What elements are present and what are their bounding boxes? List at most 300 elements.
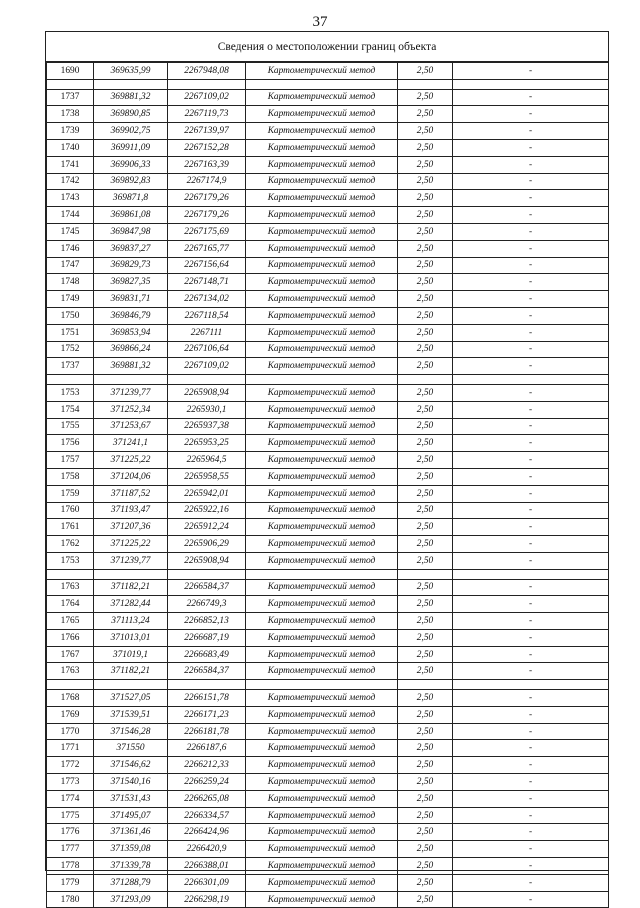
accuracy-cell: 2,50 — [398, 757, 453, 774]
method-cell: Картометрический метод — [246, 223, 398, 240]
y-coordinate-cell: 2266301,09 — [168, 874, 246, 891]
method-cell: Картометрический метод — [246, 519, 398, 536]
method-cell: Картометрический метод — [246, 274, 398, 291]
y-coordinate-cell: 2266687,19 — [168, 629, 246, 646]
point-number-cell: 1777 — [47, 841, 94, 858]
accuracy-cell: 2,50 — [398, 207, 453, 224]
method-cell: Картометрический метод — [246, 358, 398, 375]
y-coordinate-cell: 2267119,73 — [168, 106, 246, 123]
y-coordinate-cell: 2267165,77 — [168, 240, 246, 257]
method-cell: Картометрический метод — [246, 418, 398, 435]
point-number-cell: 1767 — [47, 646, 94, 663]
description-cell: - — [453, 173, 609, 190]
description-cell: - — [453, 824, 609, 841]
point-number-cell: 1751 — [47, 324, 94, 341]
x-coordinate-cell: 369892,83 — [94, 173, 168, 190]
point-number-cell: 1765 — [47, 613, 94, 630]
method-cell: Картометрический метод — [246, 536, 398, 553]
x-coordinate-cell: 369906,33 — [94, 156, 168, 173]
description-cell: - — [453, 139, 609, 156]
method-cell: Картометрический метод — [246, 468, 398, 485]
x-coordinate-cell: 369853,94 — [94, 324, 168, 341]
separator-cell — [94, 569, 168, 579]
point-number-cell: 1740 — [47, 139, 94, 156]
table-row — [47, 579, 609, 596]
accuracy-cell: 2,50 — [398, 274, 453, 291]
x-coordinate-cell: 371527,05 — [94, 690, 168, 707]
accuracy-cell: 2,50 — [398, 139, 453, 156]
accuracy-cell: 2,50 — [398, 435, 453, 452]
table-row — [47, 173, 609, 190]
accuracy-cell: 2,50 — [398, 723, 453, 740]
table-row — [47, 519, 609, 536]
table-row — [47, 257, 609, 274]
point-number-cell: 1769 — [47, 706, 94, 723]
method-cell: Картометрический метод — [246, 485, 398, 502]
y-coordinate-cell: 2266181,78 — [168, 723, 246, 740]
x-coordinate-cell: 371550 — [94, 740, 168, 757]
x-coordinate-cell: 371361,46 — [94, 824, 168, 841]
point-number-cell: 1763 — [47, 579, 94, 596]
point-number-cell: 1780 — [47, 891, 94, 908]
x-coordinate-cell: 369866,24 — [94, 341, 168, 358]
y-coordinate-cell: 2267163,39 — [168, 156, 246, 173]
table-row — [47, 613, 609, 630]
table-row — [47, 807, 609, 824]
table-row — [47, 858, 609, 875]
x-coordinate-cell: 369635,99 — [94, 63, 168, 80]
description-cell: - — [453, 740, 609, 757]
x-coordinate-cell: 371239,77 — [94, 552, 168, 569]
description-cell: - — [453, 291, 609, 308]
accuracy-cell: 2,50 — [398, 190, 453, 207]
accuracy-cell: 2,50 — [398, 223, 453, 240]
description-cell: - — [453, 807, 609, 824]
table-row — [47, 223, 609, 240]
table-row — [47, 706, 609, 723]
point-number-cell: 1762 — [47, 536, 94, 553]
method-cell: Картометрический метод — [246, 596, 398, 613]
table-row — [47, 485, 609, 502]
method-cell: Картометрический метод — [246, 629, 398, 646]
x-coordinate-cell: 371207,36 — [94, 519, 168, 536]
accuracy-cell: 2,50 — [398, 706, 453, 723]
table-row — [47, 384, 609, 401]
description-cell: - — [453, 502, 609, 519]
point-number-cell: 1738 — [47, 106, 94, 123]
point-number-cell: 1745 — [47, 223, 94, 240]
method-cell: Картометрический метод — [246, 173, 398, 190]
point-number-cell: 1742 — [47, 173, 94, 190]
accuracy-cell: 2,50 — [398, 629, 453, 646]
x-coordinate-cell: 369861,08 — [94, 207, 168, 224]
method-cell: Картометрический метод — [246, 690, 398, 707]
x-coordinate-cell: 369829,73 — [94, 257, 168, 274]
accuracy-cell: 2,50 — [398, 384, 453, 401]
x-coordinate-cell: 371288,79 — [94, 874, 168, 891]
y-coordinate-cell: 2267106,64 — [168, 341, 246, 358]
table-row — [47, 324, 609, 341]
table-row — [47, 690, 609, 707]
table-row — [47, 536, 609, 553]
method-cell: Картометрический метод — [246, 740, 398, 757]
table-row — [47, 891, 609, 908]
separator-cell — [453, 680, 609, 690]
x-coordinate-cell: 371019,1 — [94, 646, 168, 663]
table-row — [47, 156, 609, 173]
boundary-points-table — [46, 62, 609, 908]
table-row — [47, 240, 609, 257]
description-cell: - — [453, 757, 609, 774]
method-cell: Картометрический метод — [246, 291, 398, 308]
point-number-cell: 1753 — [47, 384, 94, 401]
separator-cell — [94, 375, 168, 385]
point-number-cell: 1752 — [47, 341, 94, 358]
method-cell: Картометрический метод — [246, 891, 398, 908]
table-row — [47, 874, 609, 891]
table-row — [47, 207, 609, 224]
description-cell: - — [453, 790, 609, 807]
separator-cell — [246, 680, 398, 690]
separator-cell — [47, 680, 94, 690]
table-row — [47, 106, 609, 123]
description-cell: - — [453, 723, 609, 740]
method-cell: Картометрический метод — [246, 139, 398, 156]
x-coordinate-cell: 371539,51 — [94, 706, 168, 723]
y-coordinate-cell: 2266584,37 — [168, 579, 246, 596]
description-cell: - — [453, 629, 609, 646]
document-table-frame — [45, 31, 609, 905]
accuracy-cell: 2,50 — [398, 401, 453, 418]
y-coordinate-cell: 2266212,33 — [168, 757, 246, 774]
description-cell: - — [453, 207, 609, 224]
x-coordinate-cell: 369847,98 — [94, 223, 168, 240]
y-coordinate-cell: 2266334,57 — [168, 807, 246, 824]
point-number-cell: 1758 — [47, 468, 94, 485]
point-number-cell: 1759 — [47, 485, 94, 502]
description-cell: - — [453, 579, 609, 596]
y-coordinate-cell: 2267179,26 — [168, 190, 246, 207]
accuracy-cell: 2,50 — [398, 468, 453, 485]
y-coordinate-cell: 2266584,37 — [168, 663, 246, 680]
block-separator — [47, 569, 609, 579]
table-row — [47, 841, 609, 858]
table-row — [47, 452, 609, 469]
method-cell: Картометрический метод — [246, 824, 398, 841]
point-number-cell: 1766 — [47, 629, 94, 646]
y-coordinate-cell: 2265958,55 — [168, 468, 246, 485]
method-cell: Картометрический метод — [246, 435, 398, 452]
y-coordinate-cell: 2266265,08 — [168, 790, 246, 807]
table-row — [47, 358, 609, 375]
y-coordinate-cell: 2267156,64 — [168, 257, 246, 274]
method-cell: Картометрический метод — [246, 552, 398, 569]
method-cell: Картометрический метод — [246, 874, 398, 891]
accuracy-cell: 2,50 — [398, 291, 453, 308]
accuracy-cell: 2,50 — [398, 613, 453, 630]
method-cell: Картометрический метод — [246, 790, 398, 807]
description-cell: - — [453, 613, 609, 630]
accuracy-cell: 2,50 — [398, 536, 453, 553]
method-cell: Картометрический метод — [246, 240, 398, 257]
y-coordinate-cell: 2267152,28 — [168, 139, 246, 156]
description-cell: - — [453, 646, 609, 663]
x-coordinate-cell: 371252,34 — [94, 401, 168, 418]
y-coordinate-cell: 2267179,26 — [168, 207, 246, 224]
y-coordinate-cell: 2267134,02 — [168, 291, 246, 308]
description-cell: - — [453, 401, 609, 418]
x-coordinate-cell: 371204,06 — [94, 468, 168, 485]
y-coordinate-cell: 2267948,08 — [168, 63, 246, 80]
y-coordinate-cell: 2265908,94 — [168, 384, 246, 401]
table-row — [47, 723, 609, 740]
separator-cell — [47, 569, 94, 579]
description-cell: - — [453, 874, 609, 891]
x-coordinate-cell: 371182,21 — [94, 663, 168, 680]
description-cell: - — [453, 891, 609, 908]
block-separator — [47, 79, 609, 89]
point-number-cell: 1778 — [47, 858, 94, 875]
description-cell: - — [453, 123, 609, 140]
method-cell: Картометрический метод — [246, 774, 398, 791]
x-coordinate-cell: 371193,47 — [94, 502, 168, 519]
accuracy-cell: 2,50 — [398, 173, 453, 190]
method-cell: Картометрический метод — [246, 757, 398, 774]
x-coordinate-cell: 369890,85 — [94, 106, 168, 123]
y-coordinate-cell: 2265908,94 — [168, 552, 246, 569]
y-coordinate-cell: 2265964,5 — [168, 452, 246, 469]
table-row — [47, 757, 609, 774]
x-coordinate-cell: 369871,8 — [94, 190, 168, 207]
separator-cell — [398, 375, 453, 385]
y-coordinate-cell: 2265930,1 — [168, 401, 246, 418]
description-cell: - — [453, 663, 609, 680]
table-row — [47, 89, 609, 106]
y-coordinate-cell: 2266749,3 — [168, 596, 246, 613]
separator-cell — [246, 569, 398, 579]
method-cell: Картометрический метод — [246, 579, 398, 596]
separator-cell — [47, 375, 94, 385]
accuracy-cell: 2,50 — [398, 596, 453, 613]
separator-cell — [398, 680, 453, 690]
method-cell: Картометрический метод — [246, 123, 398, 140]
table-row — [47, 63, 609, 80]
x-coordinate-cell: 371013,01 — [94, 629, 168, 646]
method-cell: Картометрический метод — [246, 89, 398, 106]
x-coordinate-cell: 371531,43 — [94, 790, 168, 807]
description-cell: - — [453, 536, 609, 553]
accuracy-cell: 2,50 — [398, 156, 453, 173]
accuracy-cell: 2,50 — [398, 663, 453, 680]
y-coordinate-cell: 2267174,9 — [168, 173, 246, 190]
point-number-cell: 1737 — [47, 89, 94, 106]
point-number-cell: 1771 — [47, 740, 94, 757]
table-row — [47, 190, 609, 207]
point-number-cell: 1753 — [47, 552, 94, 569]
table-row — [47, 596, 609, 613]
accuracy-cell: 2,50 — [398, 519, 453, 536]
point-number-cell: 1779 — [47, 874, 94, 891]
x-coordinate-cell: 371293,09 — [94, 891, 168, 908]
method-cell: Картометрический метод — [246, 706, 398, 723]
method-cell: Картометрический метод — [246, 452, 398, 469]
accuracy-cell: 2,50 — [398, 123, 453, 140]
description-cell: - — [453, 307, 609, 324]
y-coordinate-cell: 2266187,6 — [168, 740, 246, 757]
description-cell: - — [453, 324, 609, 341]
method-cell: Картометрический метод — [246, 190, 398, 207]
method-cell: Картометрический метод — [246, 307, 398, 324]
table-row — [47, 341, 609, 358]
x-coordinate-cell: 369827,35 — [94, 274, 168, 291]
y-coordinate-cell: 2266420,9 — [168, 841, 246, 858]
method-cell: Картометрический метод — [246, 723, 398, 740]
x-coordinate-cell: 371282,44 — [94, 596, 168, 613]
description-cell: - — [453, 240, 609, 257]
separator-cell — [246, 375, 398, 385]
point-number-cell: 1773 — [47, 774, 94, 791]
description-cell: - — [453, 341, 609, 358]
accuracy-cell: 2,50 — [398, 106, 453, 123]
description-cell: - — [453, 596, 609, 613]
table-row — [47, 646, 609, 663]
method-cell: Картометрический метод — [246, 646, 398, 663]
table-row — [47, 274, 609, 291]
x-coordinate-cell: 369902,75 — [94, 123, 168, 140]
point-number-cell: 1772 — [47, 757, 94, 774]
separator-cell — [94, 79, 168, 89]
point-number-cell: 1756 — [47, 435, 94, 452]
separator-cell — [246, 79, 398, 89]
accuracy-cell: 2,50 — [398, 240, 453, 257]
accuracy-cell: 2,50 — [398, 579, 453, 596]
point-number-cell: 1746 — [47, 240, 94, 257]
table-row — [47, 435, 609, 452]
y-coordinate-cell: 2266171,23 — [168, 706, 246, 723]
point-number-cell: 1749 — [47, 291, 94, 308]
table-row — [47, 629, 609, 646]
table-row — [47, 401, 609, 418]
method-cell: Картометрический метод — [246, 257, 398, 274]
accuracy-cell: 2,50 — [398, 646, 453, 663]
y-coordinate-cell: 2267118,54 — [168, 307, 246, 324]
table-row — [47, 824, 609, 841]
separator-cell — [168, 680, 246, 690]
accuracy-cell: 2,50 — [398, 874, 453, 891]
x-coordinate-cell: 371359,08 — [94, 841, 168, 858]
y-coordinate-cell: 2266852,13 — [168, 613, 246, 630]
accuracy-cell: 2,50 — [398, 790, 453, 807]
y-coordinate-cell: 2265953,25 — [168, 435, 246, 452]
method-cell: Картометрический метод — [246, 502, 398, 519]
table-row — [47, 663, 609, 680]
x-coordinate-cell: 369911,09 — [94, 139, 168, 156]
point-number-cell: 1764 — [47, 596, 94, 613]
y-coordinate-cell: 2265922,16 — [168, 502, 246, 519]
table-row — [47, 291, 609, 308]
point-number-cell: 1775 — [47, 807, 94, 824]
description-cell: - — [453, 223, 609, 240]
point-number-cell: 1755 — [47, 418, 94, 435]
accuracy-cell: 2,50 — [398, 324, 453, 341]
method-cell: Картометрический метод — [246, 841, 398, 858]
y-coordinate-cell: 2267139,97 — [168, 123, 246, 140]
y-coordinate-cell: 2267109,02 — [168, 89, 246, 106]
accuracy-cell: 2,50 — [398, 841, 453, 858]
x-coordinate-cell: 371187,52 — [94, 485, 168, 502]
method-cell: Картометрический метод — [246, 63, 398, 80]
separator-cell — [94, 680, 168, 690]
separator-cell — [398, 569, 453, 579]
separator-cell — [453, 569, 609, 579]
description-cell: - — [453, 106, 609, 123]
description-cell: - — [453, 63, 609, 80]
x-coordinate-cell: 369846,79 — [94, 307, 168, 324]
accuracy-cell: 2,50 — [398, 358, 453, 375]
table-row — [47, 502, 609, 519]
y-coordinate-cell: 2267109,02 — [168, 358, 246, 375]
separator-cell — [453, 79, 609, 89]
accuracy-cell: 2,50 — [398, 63, 453, 80]
x-coordinate-cell: 371241,1 — [94, 435, 168, 452]
x-coordinate-cell: 371339,78 — [94, 858, 168, 875]
x-coordinate-cell: 371225,22 — [94, 452, 168, 469]
description-cell: - — [453, 418, 609, 435]
x-coordinate-cell: 371182,21 — [94, 579, 168, 596]
x-coordinate-cell: 369837,27 — [94, 240, 168, 257]
accuracy-cell: 2,50 — [398, 858, 453, 875]
accuracy-cell: 2,50 — [398, 807, 453, 824]
separator-cell — [168, 79, 246, 89]
description-cell: - — [453, 485, 609, 502]
point-number-cell: 1741 — [47, 156, 94, 173]
accuracy-cell: 2,50 — [398, 418, 453, 435]
description-cell: - — [453, 190, 609, 207]
point-number-cell: 1744 — [47, 207, 94, 224]
accuracy-cell: 2,50 — [398, 452, 453, 469]
description-cell: - — [453, 257, 609, 274]
y-coordinate-cell: 2266388,01 — [168, 858, 246, 875]
table-row — [47, 552, 609, 569]
separator-cell — [453, 375, 609, 385]
description-cell: - — [453, 156, 609, 173]
method-cell: Картометрический метод — [246, 663, 398, 680]
table-row — [47, 790, 609, 807]
y-coordinate-cell: 2265937,38 — [168, 418, 246, 435]
method-cell: Картометрический метод — [246, 807, 398, 824]
accuracy-cell: 2,50 — [398, 552, 453, 569]
description-cell: - — [453, 274, 609, 291]
separator-cell — [168, 569, 246, 579]
description-cell: - — [453, 358, 609, 375]
point-number-cell: 1774 — [47, 790, 94, 807]
accuracy-cell: 2,50 — [398, 89, 453, 106]
x-coordinate-cell: 371225,22 — [94, 536, 168, 553]
table-row — [47, 774, 609, 791]
point-number-cell: 1690 — [47, 63, 94, 80]
table-title: Сведения о местоположении границ объекта — [46, 32, 608, 62]
x-coordinate-cell: 371540,16 — [94, 774, 168, 791]
accuracy-cell: 2,50 — [398, 485, 453, 502]
y-coordinate-cell: 2266259,24 — [168, 774, 246, 791]
y-coordinate-cell: 2266298,19 — [168, 891, 246, 908]
point-number-cell: 1743 — [47, 190, 94, 207]
method-cell: Картометрический метод — [246, 207, 398, 224]
x-coordinate-cell: 371495,07 — [94, 807, 168, 824]
description-cell: - — [453, 690, 609, 707]
separator-cell — [398, 79, 453, 89]
description-cell: - — [453, 706, 609, 723]
